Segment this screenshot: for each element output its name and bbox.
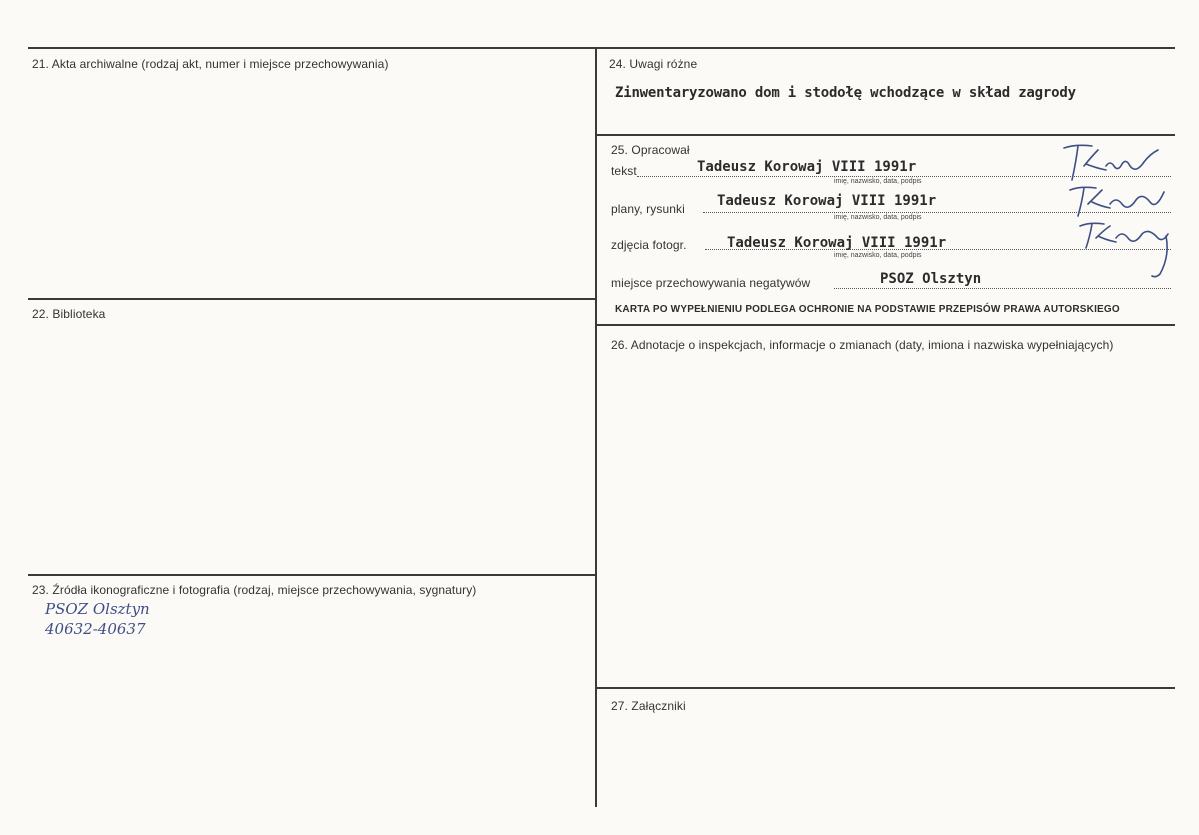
row-text-label: tekst — [611, 164, 637, 178]
rule-24-25 — [597, 134, 1175, 136]
row-plans-caption: imię, nazwisko, data, podpis — [834, 214, 922, 221]
signature-text-row — [1062, 140, 1170, 184]
rule-26-27 — [597, 687, 1175, 689]
row-text-caption: imię, nazwisko, data, podpis — [834, 178, 922, 185]
row-plans-value: Tadeusz Korowaj VIII 1991r — [717, 193, 937, 209]
section-24-typed-remark: Zinwentaryzowano dom i stodołę wchodzące w skład zagrody — [615, 85, 1076, 101]
row-photos-value: Tadeusz Korowaj VIII 1991r — [727, 235, 947, 251]
rule-22-23 — [28, 574, 596, 576]
section-23-handwritten-signatures: 40632-40637 — [45, 620, 146, 638]
rule-25-26 — [597, 324, 1175, 326]
section-26-label: 26. Adnotacje o inspekcjach, informacje o zmianach (daty, imiona i nazwiska wypełniających) — [611, 338, 1114, 352]
copyright-note: KARTA PO WYPEŁNIENIU PODLEGA OCHRONIE NA PODSTAWIE PRZEPISÓW PRAWA AUTORSKIEGO — [615, 304, 1120, 315]
section-21-label: 21. Akta archiwalne (rodzaj akt, numer i miejsce przechowywania) — [32, 57, 389, 71]
signature-photos-row — [1076, 216, 1176, 282]
section-22-label: 22. Biblioteka — [32, 307, 106, 321]
section-25-label: 25. Opracował — [611, 143, 690, 157]
top-rule — [28, 47, 1175, 49]
center-divider — [595, 47, 597, 807]
row-photos-label: zdjęcia fotogr. — [611, 238, 687, 252]
rule-21-22 — [28, 298, 596, 300]
negatives-value: PSOZ Olsztyn — [880, 271, 982, 287]
section-27-label: 27. Załączniki — [611, 699, 686, 713]
signature-plans-row — [1066, 180, 1170, 220]
section-24-label: 24. Uwagi różne — [609, 57, 698, 71]
row-plans-label: plany, rysunki — [611, 202, 685, 216]
row-photos-caption: imię, nazwisko, data, podpis — [834, 252, 922, 259]
row-text-value: Tadeusz Korowaj VIII 1991r — [697, 159, 917, 175]
negatives-label: miejsce przechowywania negatywów — [611, 276, 811, 290]
section-23-handwritten-source: PSOZ Olsztyn — [45, 600, 150, 618]
section-23-label: 23. Źródła ikonograficzne i fotografia (rodzaj, miejsce przechowywania, sygnatury) — [32, 583, 477, 597]
negatives-line — [834, 288, 1171, 289]
